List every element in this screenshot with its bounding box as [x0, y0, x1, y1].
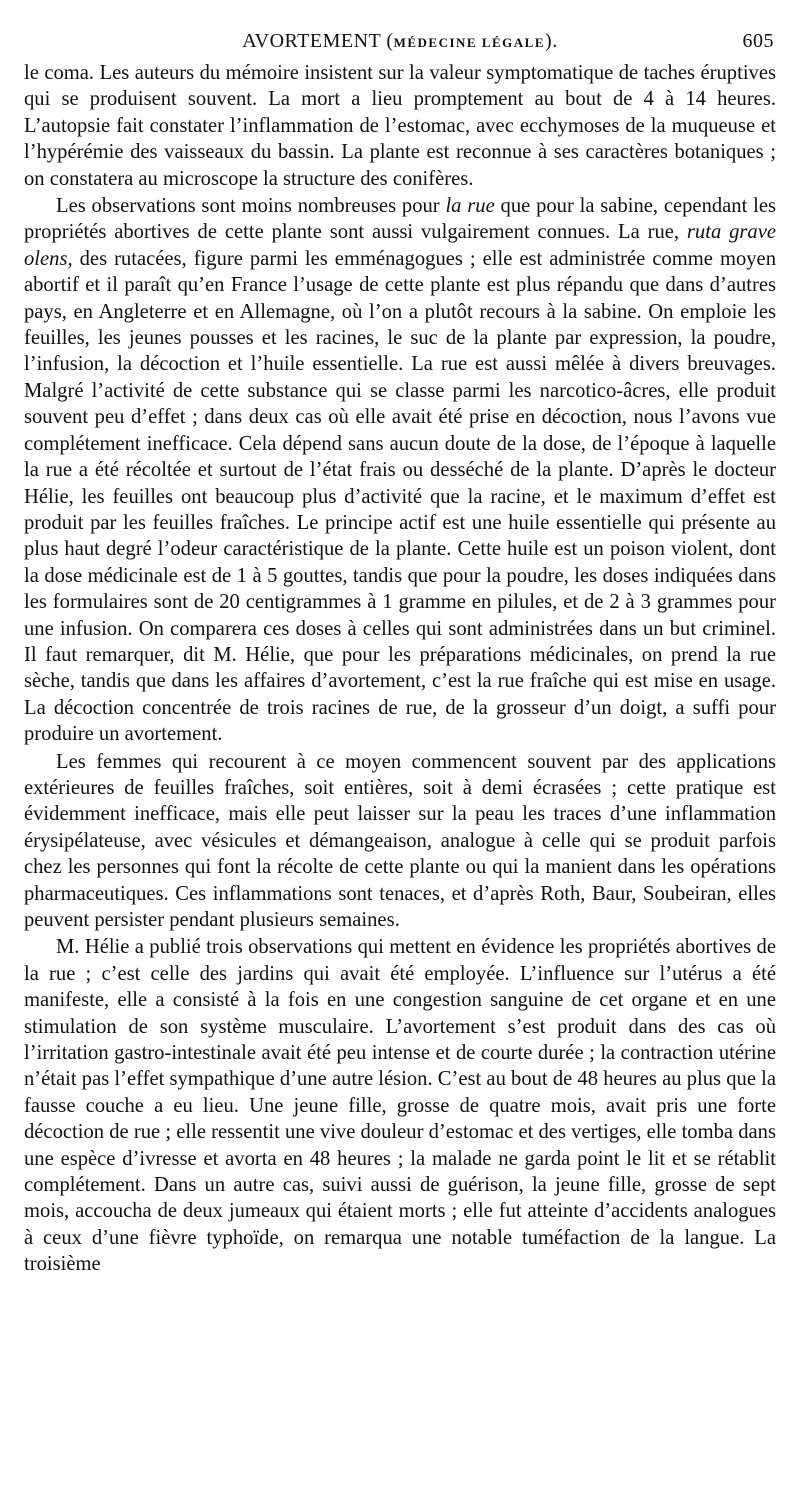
running-title-end: ).: [545, 30, 558, 52]
paragraph: [24, 60, 776, 192]
italic-text: la rue: [445, 195, 495, 218]
paragraph-text: Les femmes qui recourent à ce moyen commencent souvent par des applications extérieures de feuilles fraîches, soit entières, soit à demi écrasées ; cette pratique est évidemment inefficace, mais elle peut laisser sur la peau les traces d’une inflammation érysipélateuse, avec vésicules et démangeaison, analogue à celle qui se produit parfois chez les personnes qui font la récolte de cette plante ou qui la manient dans les opérations pharmaceutiques. Ces inflammations sont tenaces, et d’après Roth, Baur, Soubeiran, elles peuvent persister pendant plusieurs semaines.: [24, 750, 776, 931]
book-page: [24, 30, 776, 1278]
running-title-main: AVORTEMENT (: [242, 30, 394, 52]
body-text: [24, 60, 776, 1278]
paragraph-text: Les observations sont moins nombreuses pour: [56, 195, 446, 218]
paragraph: [24, 749, 776, 934]
running-title: [24, 30, 776, 53]
paragraph: [24, 934, 776, 1277]
page-number: 605: [742, 30, 774, 52]
paragraph-text: des rutacées, figure parmi les emménagogues ; elle est administrée comme moyen abortif et il paraît qu’en France l’usage de cette plante est plus répandu que dans d’autres pays, en Angleterre et en Allemagne, où l’on a plutôt recours à la sabine. On emploie les feuilles, les jeunes pousses et les racines, le suc de la plante par expression, la poudre, l’infusion, la décoction et l’huile essentielle. La rue est aussi mêlée à divers breuvages. Malgré l’activité de cette substance qui se classe parmi les narcotico-âcres, elle produit souvent peu d’effet ; dans deux cas où elle avait été prise en décoction, nous l’avons vue complétement inefficace. Cela dépend sans aucun doute de la dose, de l’époque à laquelle la rue a été récoltée et surtout de l’état frais ou desséché de la plante. D’après le docteur Hélie, les feuilles ont beaucoup plus d’activité que la racine, et le maximum d’effet est produit par les feuilles fraîches. Le principe actif est une huile essentielle qui présente au plus haut degré l’odeur caractéristique de la plante. Cette huile est un poison violent, dont la dose médicinale est de 1 à 5 gouttes, tandis que pour la poudre, les doses indiquées dans les formulaires sont de 20 centigrammes à 1 gramme en pilules, et de 2 à 3 grammes pour une infusion. On comparera ces doses à celles qui sont administrées dans un but criminel. Il faut remarquer, dit M. Hélie, que pour les préparations médicinales, on prend la rue sèche, tandis que dans les affaires d’avortement, c’est la rue fraîche qui est mise en usage. La décoction concentrée de trois racines de rue, de la grosseur d’un doigt, a suffi pour produire un avortement.: [24, 247, 776, 746]
paragraph-text: que pour la sabine, cependant les propriétés abortives de cette plante sont aussi vulgairement connues. La rue,: [24, 195, 776, 244]
running-title-subject: MÉDECINE LÉGALE: [393, 35, 546, 50]
paragraph: [24, 193, 776, 748]
paragraph-text: le coma. Les auteurs du mémoire insistent sur la valeur symptomatique de taches éruptives qui se produisent souvent. La mort a lieu promptement au bout de 4 à 14 heures. L’autopsie fait constater l’inflammation de l’estomac, avec ecchymoses de la muqueuse et l’hypérémie des vaisseaux du bassin. La plante est reconnue à ses caractères botaniques ; on constatera au microscope la structure des conifères.: [24, 62, 776, 190]
running-header: [24, 30, 776, 60]
italic-text: ruta grave olens,: [24, 221, 777, 270]
scan-artifacts: [30, 1463, 770, 1469]
paragraph-text: M. Hélie a publié trois observations qui mettent en évidence les propriétés abortives de la rue ; c’est celle des jardins qui avait été employée. L’influence sur l’utérus a été manifeste, elle a consisté à la fois en une congestion sanguine de cet organe et en une stimulation de son système musculaire. L’avortement s’est produit dans des cas où l’irritation gastro-intestinale avait été peu intense et de courte durée ; la contraction utérine n’était pas l’effet sympathique d’une autre lésion. C’est au bout de 48 heures au plus que la fausse couche a eu lieu. Une jeune fille, grosse de quatre mois, avait pris une forte décoction de rue ; elle ressentit une vive douleur d’estomac et des vertiges, elle tomba dans une espèce d’ivresse et avorta en 48 heures ; la malade ne garda point le lit et se rétablit complétement. Dans un autre cas, suivi aussi de guérison, la jeune fille, grosse de sept mois, accoucha de deux jumeaux qui étaient morts ; elle fut atteinte d’accidents analogues à ceux d’une fièvre typhoïde, on remarqua une notable tuméfaction de la langue. La troisième: [24, 936, 776, 1276]
